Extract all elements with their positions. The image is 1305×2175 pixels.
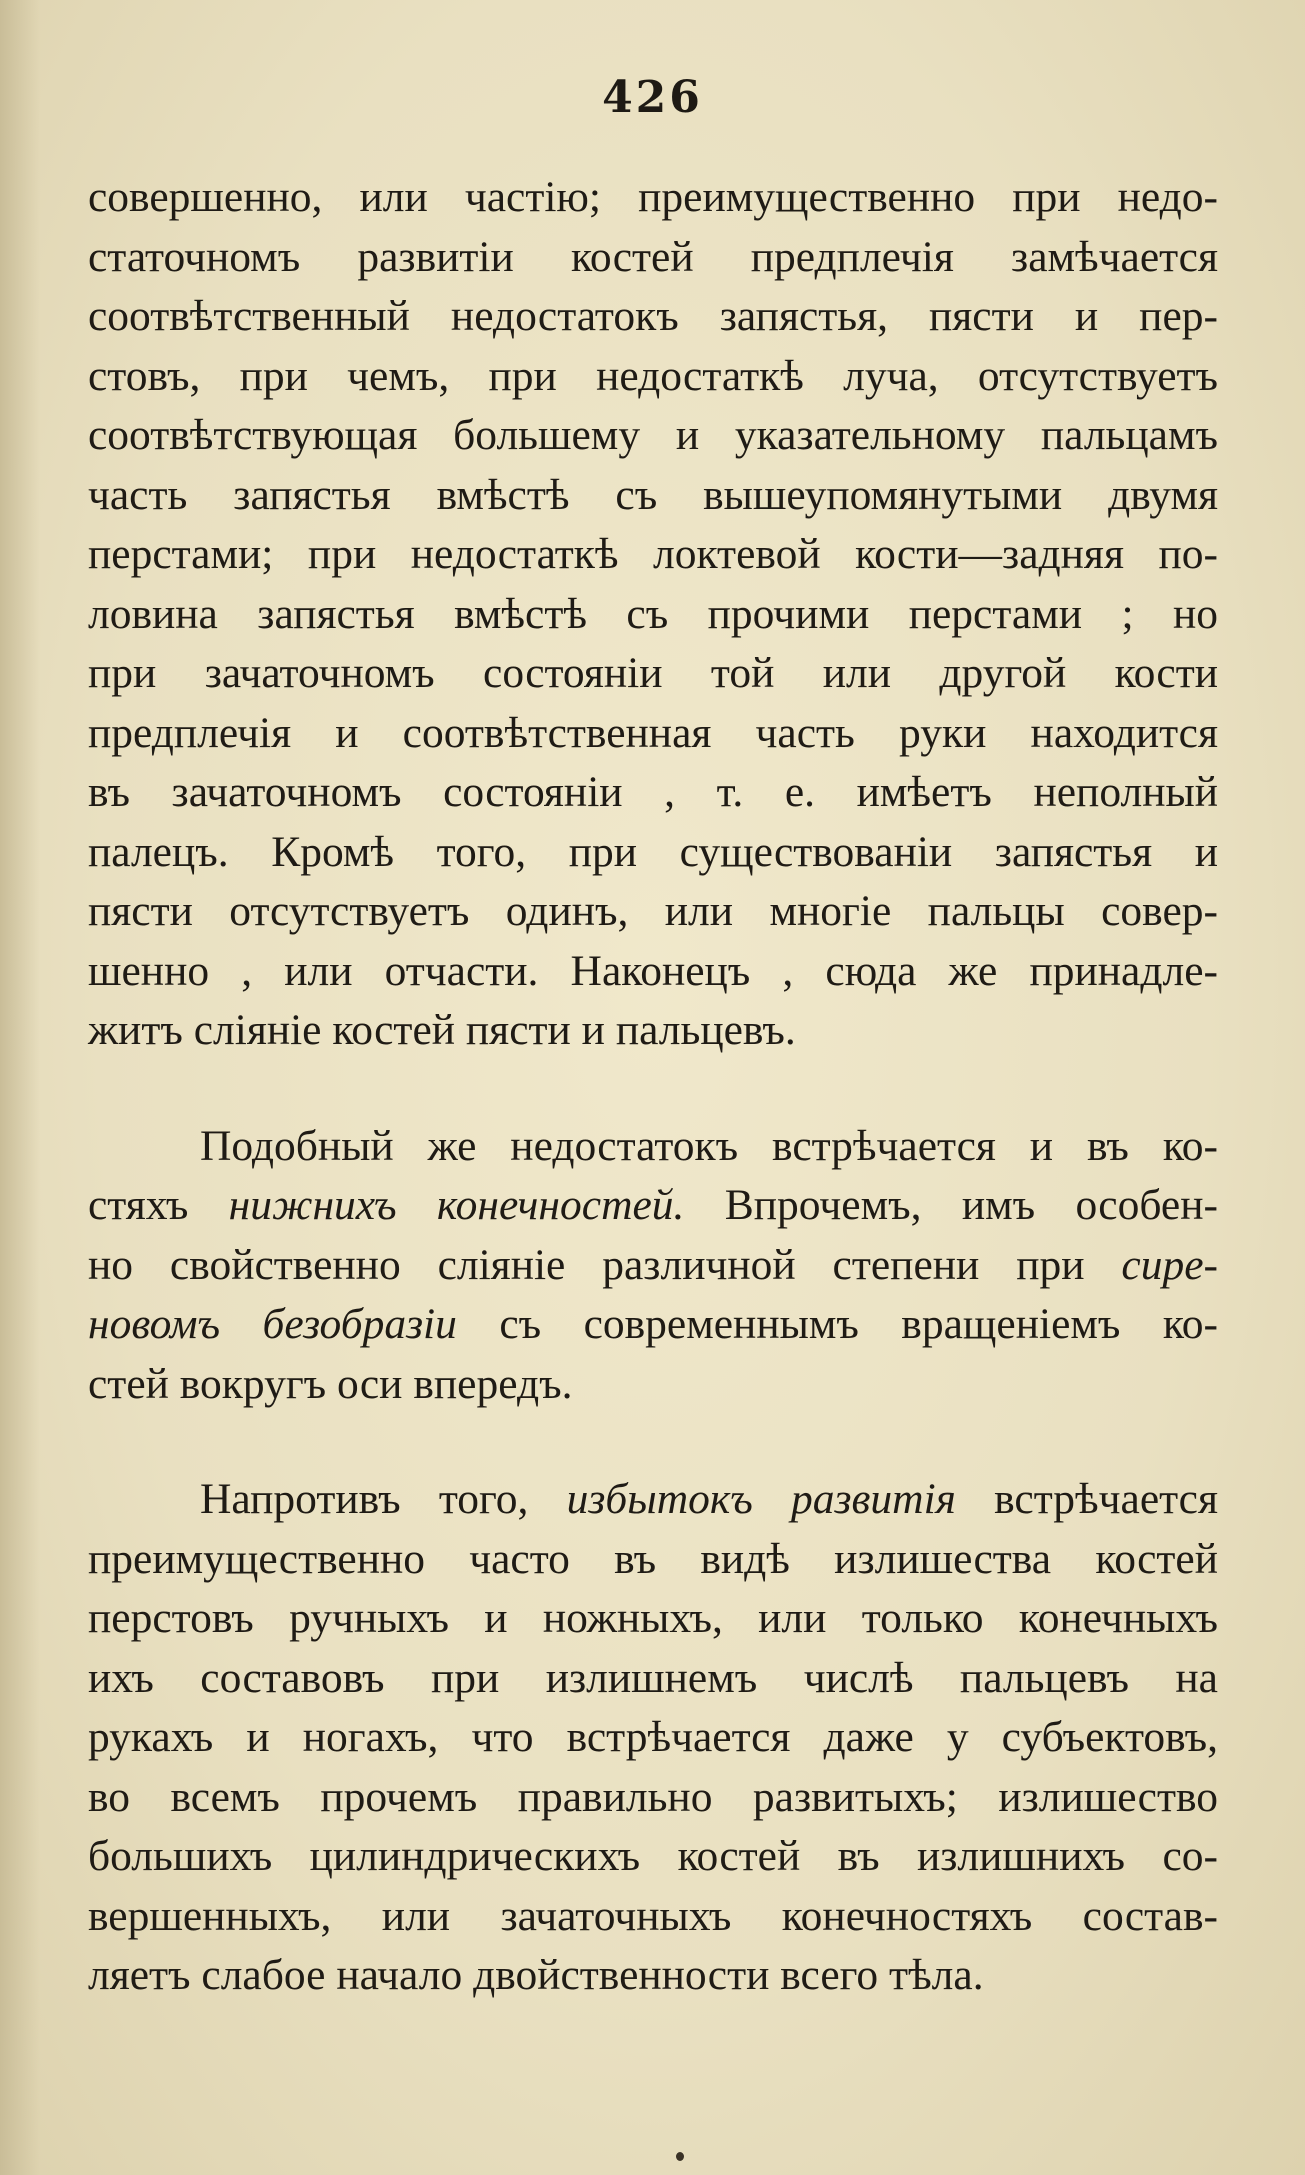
- text-line: рукахъ и ногахъ, что встрѣчается даже у субъектовъ,: [88, 1713, 1218, 1761]
- text-line: шенно , или отчасти. Наконецъ , сюда же принадле-: [88, 946, 1218, 995]
- text-line: [88, 1470, 1218, 1530]
- text-segment: съ современнымъ вращеніемъ ко-: [456, 1300, 1218, 1348]
- text-line: статочномъ развитіи костей предплечія замѣчается: [88, 232, 1218, 281]
- text-line: [88, 1355, 1218, 1415]
- italic-term: избытокъ развитія: [566, 1475, 956, 1523]
- text-line: пясти отсутствуетъ одинъ, или многіе пальцы совер-: [88, 887, 1218, 935]
- text-line: ловина запястья вмѣстѣ съ прочими перстами ; но: [88, 589, 1218, 638]
- text-line: преимущественно часто въ видѣ излишества костей: [88, 1534, 1218, 1583]
- body-text: [88, 168, 1218, 2006]
- text-segment: Подобный же недостатокъ встрѣчается и въ ко-: [200, 1121, 1218, 1170]
- text-segment: стяхъ: [88, 1181, 229, 1229]
- page-number: 426: [602, 72, 703, 123]
- paragraph-1: [88, 168, 1218, 1061]
- text-segment: стей вокругъ оси впередъ.: [88, 1359, 573, 1408]
- text-line: соотвѣтствующая большему и указательному пальцамъ: [88, 411, 1218, 459]
- text-line: соотвѣтственный недостатокъ запястья, пясти и пер-: [88, 292, 1218, 340]
- text-segment: но свойственно сліяніе различной степени при: [88, 1240, 1122, 1289]
- text-line: [88, 1117, 1218, 1177]
- italic-term: новомъ безобразіи: [88, 1300, 457, 1348]
- italic-term: сире-: [1121, 1240, 1218, 1289]
- page-gutter-shadow: [0, 0, 40, 2175]
- text-line: палецъ. Кромѣ того, при существованіи запястья и: [88, 827, 1218, 876]
- text-line: совершенно, или частію; преимущественно при недо-: [88, 173, 1218, 221]
- text-line: часть запястья вмѣстѣ съ вышеупомянутыми двумя: [88, 470, 1218, 519]
- paragraph-3: [88, 1470, 1218, 2006]
- paragraph-2: [88, 1117, 1218, 1415]
- text-line: перстами; при недостаткѣ локтевой кости—задняя по-: [88, 530, 1218, 578]
- text-segment: встрѣчается: [955, 1475, 1218, 1523]
- text-line: большихъ цилиндрическихъ костей въ излишнихъ со-: [88, 1832, 1218, 1880]
- text-line: ляетъ слабое начало двойственности всего тѣла.: [88, 1951, 984, 1999]
- italic-term: нижнихъ конечностей.: [228, 1181, 685, 1229]
- text-line: въ зачаточномъ состояніи , т. е. имѣетъ неполный: [88, 768, 1218, 816]
- text-line: [88, 1176, 1218, 1236]
- text-line: предплечія и соотвѣтственная часть руки находится: [88, 708, 1218, 757]
- ink-speck: [676, 2152, 684, 2161]
- text-line: ихъ составовъ при излишнемъ числѣ пальцевъ на: [88, 1653, 1218, 1702]
- text-line: при зачаточномъ состояніи той или другой кости: [88, 649, 1218, 697]
- text-segment: Напротивъ того,: [200, 1475, 567, 1523]
- text-line: во всемъ прочемъ правильно развитыхъ; излишество: [88, 1772, 1218, 1821]
- text-line: вершенныхъ, или зачаточныхъ конечностяхъ состав-: [88, 1891, 1218, 1940]
- text-line: [88, 1295, 1218, 1355]
- text-line: стовъ, при чемъ, при недостаткѣ луча, отсутствуетъ: [88, 351, 1218, 400]
- text-line: житъ сліяніе костей пясти и пальцевъ.: [88, 1006, 796, 1054]
- text-segment: Впрочемъ, имъ особен-: [684, 1181, 1218, 1229]
- text-line: перстовъ ручныхъ и ножныхъ, или только конечныхъ: [88, 1594, 1218, 1642]
- text-line: [88, 1236, 1218, 1296]
